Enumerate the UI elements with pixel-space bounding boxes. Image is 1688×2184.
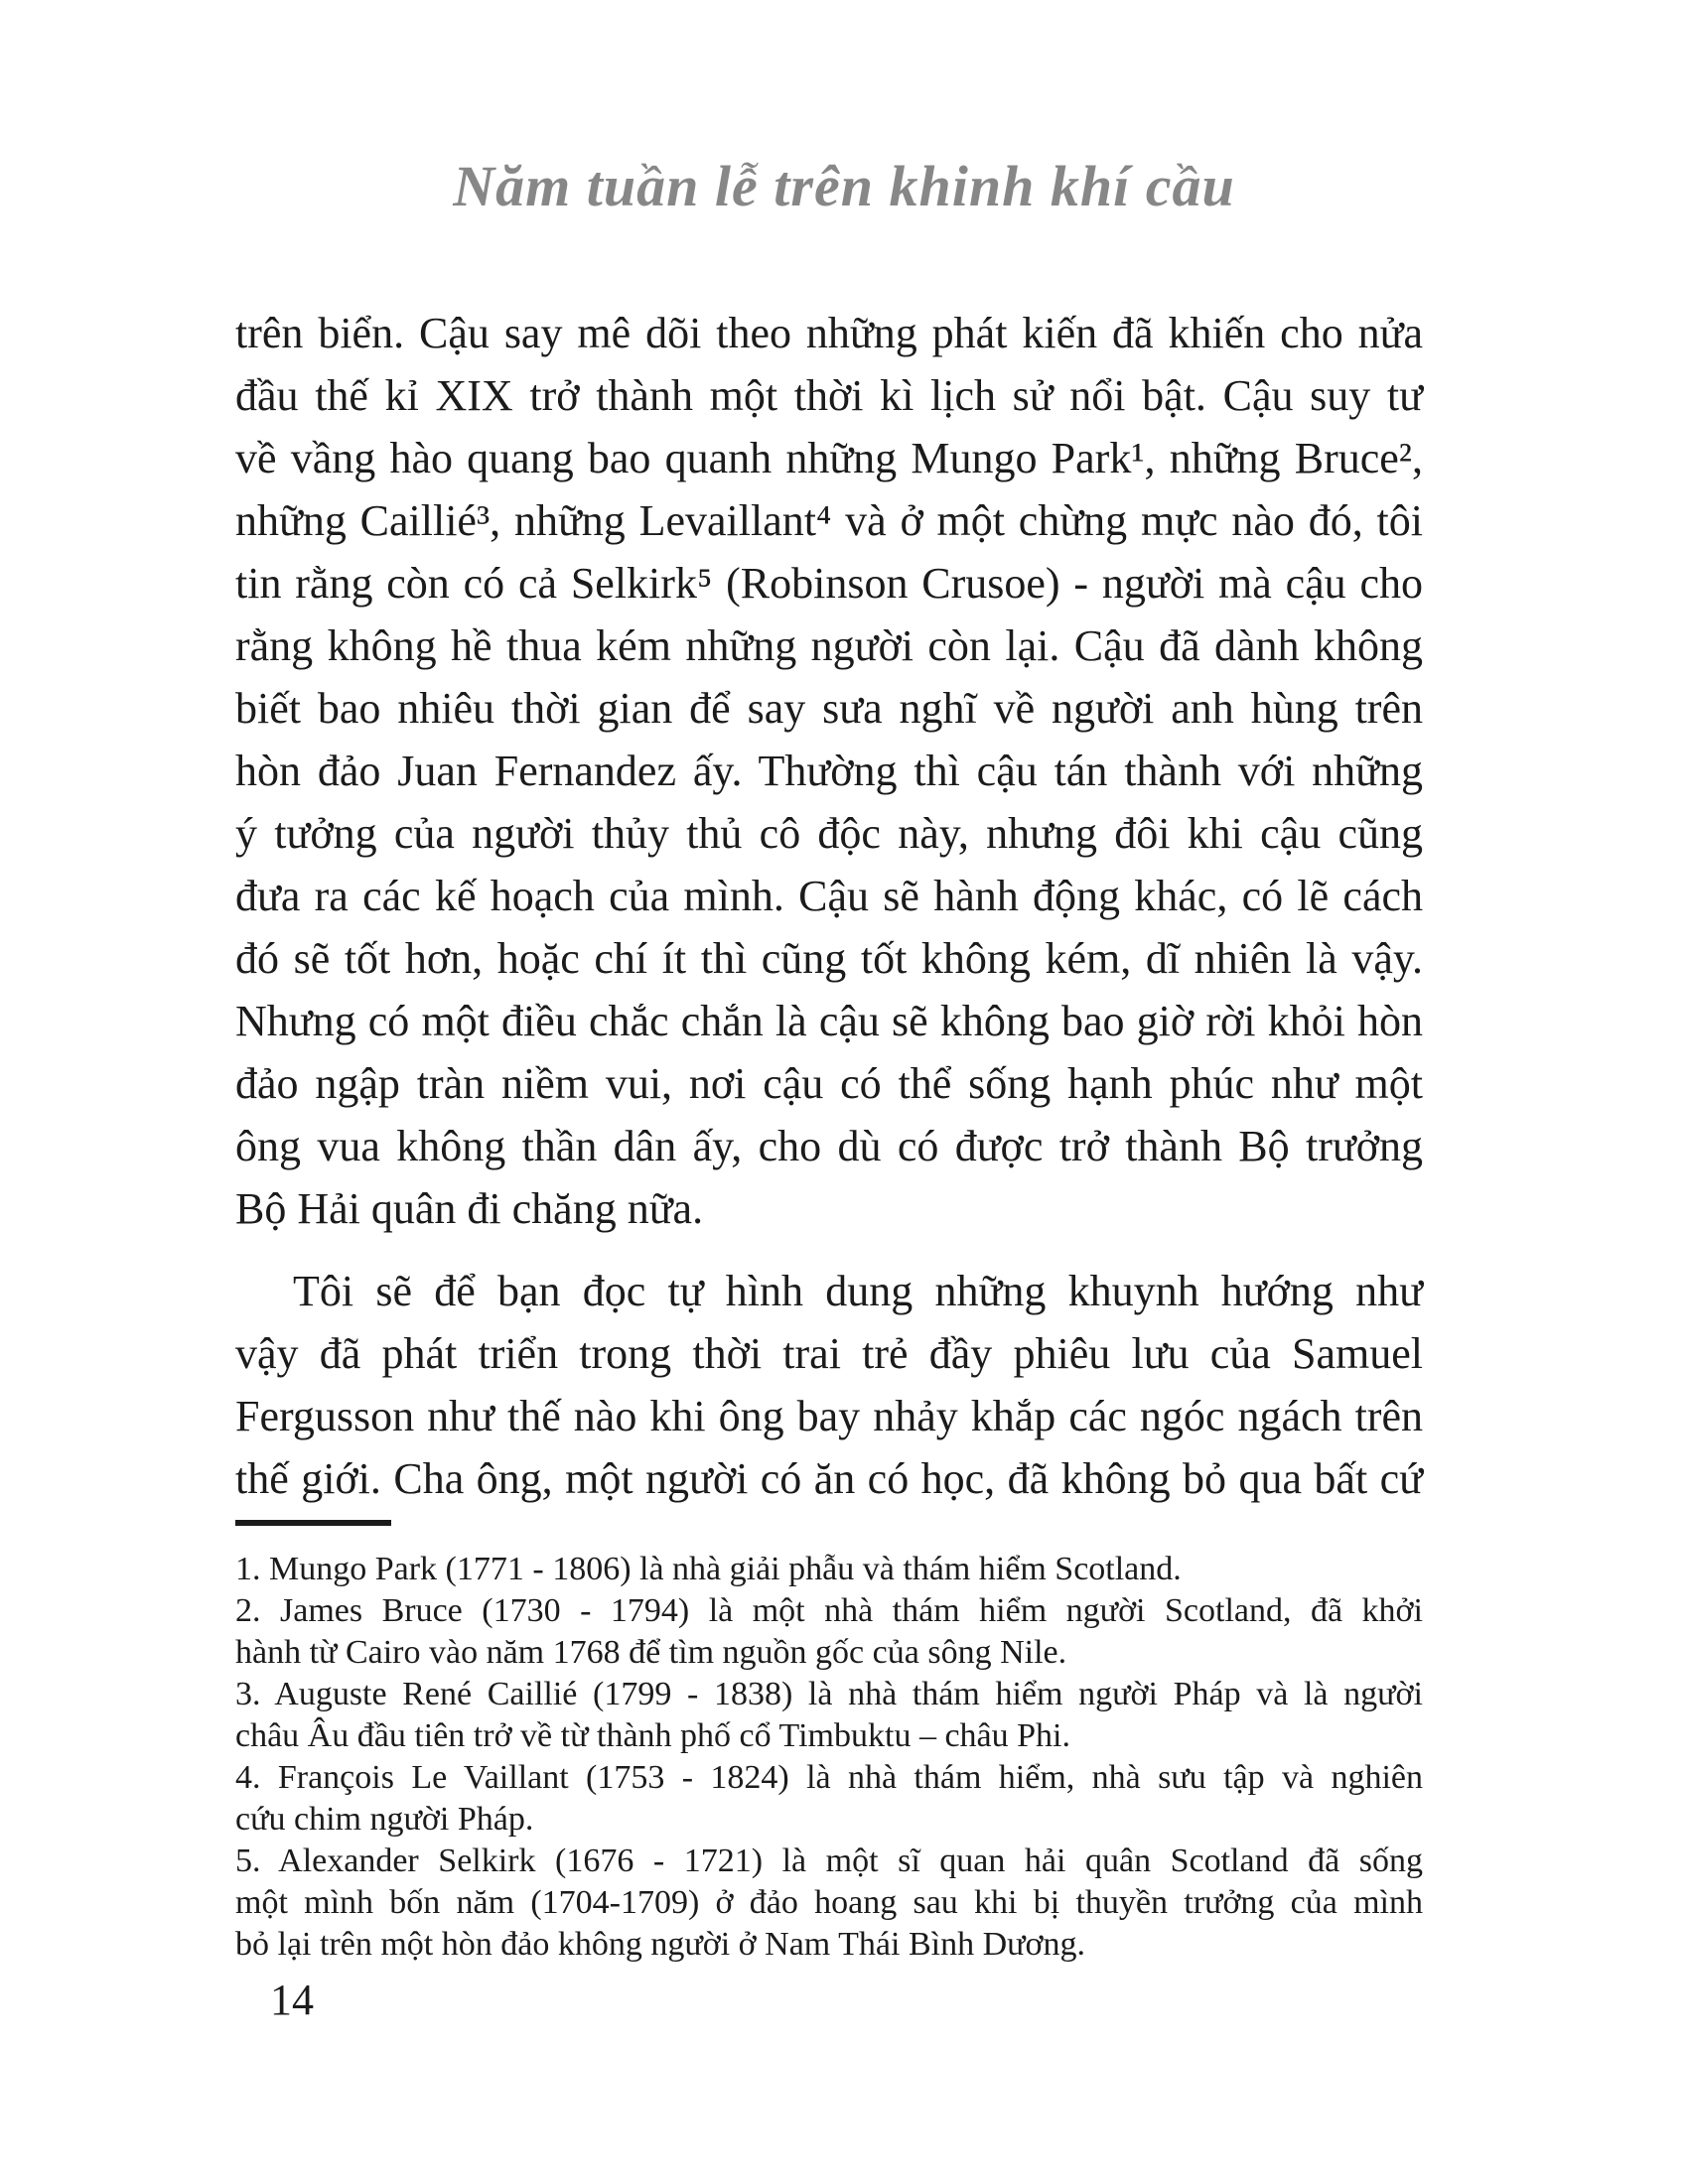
- text-line: 4. François Le Vaillant (1753 - 1824) là nhà thám hiểm, nhà sưu tập và nghiên: [235, 1759, 1423, 1796]
- text-line: những Caillié³, những Levaillant⁴ và ở một chừng mực nào đó, tôi: [235, 496, 1423, 545]
- text-line: 5. Alexander Selkirk (1676 - 1721) là một sĩ quan hải quân Scotland đã sống: [235, 1843, 1423, 1879]
- running-header-title: Năm tuần lễ trên khinh khí cầu: [453, 154, 1235, 218]
- text-line: về vầng hào quang bao quanh những Mungo Park¹, những Bruce²,: [235, 434, 1423, 482]
- text-line: biết bao nhiêu thời gian để say sưa nghĩ về người anh hùng trên: [235, 684, 1423, 733]
- paragraph: [235, 1590, 1423, 1674]
- text-line: đưa ra các kế hoạch của mình. Cậu sẽ hành động khác, có lẽ cách: [235, 872, 1423, 920]
- paragraph: [235, 1674, 1423, 1757]
- text-line: cứu chim người Pháp.: [235, 1801, 534, 1838]
- footnote-separator-rule: [235, 1520, 391, 1526]
- text-line: Fergusson như thế nào khi ông bay nhảy khắp các ngóc ngách trên: [235, 1392, 1423, 1440]
- text-line: thế giới. Cha ông, một người có ăn có học, đã không bỏ qua bất cứ: [235, 1454, 1423, 1503]
- paragraph: [235, 1260, 1423, 1510]
- footnote-item: [235, 1757, 1423, 1841]
- text-line: châu Âu đầu tiên trở về từ thành phố cổ Timbuktu – châu Phi.: [235, 1717, 1070, 1754]
- text-line: ý tưởng của người thủy thủ cô độc này, nhưng đôi khi cậu cũng: [235, 809, 1423, 858]
- text-line: hòn đảo Juan Fernandez ấy. Thường thì cậu tán thành với những: [235, 747, 1423, 795]
- text-line: Nhưng có một điều chắc chắn là cậu sẽ không bao giờ rời khỏi hòn: [235, 997, 1423, 1045]
- paragraph: [235, 1549, 1423, 1590]
- footnote-item: [235, 1841, 1423, 1966]
- text-line: Tôi sẽ để bạn đọc tự hình dung những khuynh hướng như: [293, 1267, 1423, 1315]
- text-line: bỏ lại trên một hòn đảo không người ở Nam Thái Bình Dương.: [235, 1926, 1086, 1963]
- footnote-item: [235, 1549, 1423, 1590]
- text-line: một mình bốn năm (1704-1709) ở đảo hoang sau khi bị thuyền trưởng của mình: [235, 1884, 1423, 1921]
- text-line: đảo ngập tràn niềm vui, nơi cậu có thể sống hạnh phúc như một: [235, 1059, 1423, 1108]
- paragraph: [235, 302, 1423, 1240]
- text-line: hành từ Cairo vào năm 1768 để tìm nguồn gốc của sông Nile.: [235, 1634, 1067, 1671]
- body-text: [235, 302, 1423, 1510]
- text-line: 3. Auguste René Caillié (1799 - 1838) là nhà thám hiểm người Pháp và là người: [235, 1676, 1423, 1712]
- text-line: vậy đã phát triển trong thời trai trẻ đầy phiêu lưu của Samuel: [235, 1329, 1423, 1378]
- text-line: tin rằng còn có cả Selkirk⁵ (Robinson Crusoe) - người mà cậu cho: [235, 559, 1423, 608]
- text-line: đó sẽ tốt hơn, hoặc chí ít thì cũng tốt không kém, dĩ nhiên là vậy.: [235, 934, 1423, 983]
- paragraph: [235, 1841, 1423, 1966]
- text-line: rằng không hề thua kém những người còn lại. Cậu đã dành không: [235, 621, 1423, 670]
- footnotes: [235, 1549, 1423, 1966]
- text-line: ông vua không thần dân ấy, cho dù có được trở thành Bộ trưởng: [235, 1122, 1423, 1170]
- text-line: trên biển. Cậu say mê dõi theo những phát kiến đã khiến cho nửa: [235, 309, 1423, 357]
- text-line: 2. James Bruce (1730 - 1794) là một nhà thám hiểm người Scotland, đã khởi: [235, 1592, 1423, 1629]
- text-line: 1. Mungo Park (1771 - 1806) là nhà giải phẫu và thám hiểm Scotland.: [235, 1551, 1182, 1587]
- text-line: đầu thế kỉ XIX trở thành một thời kì lịch sử nổi bật. Cậu suy tư: [235, 371, 1423, 420]
- footnote-item: [235, 1674, 1423, 1757]
- text-line: Bộ Hải quân đi chăng nữa.: [235, 1184, 704, 1233]
- page-number: 14: [270, 1976, 314, 2024]
- footnote-item: [235, 1590, 1423, 1674]
- paragraph: [235, 1757, 1423, 1841]
